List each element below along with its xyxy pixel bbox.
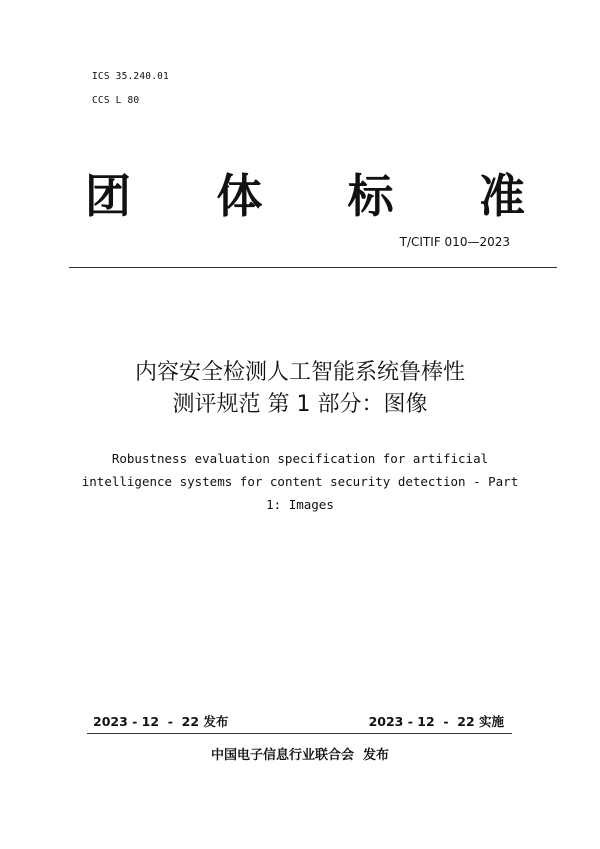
bottom-divider (87, 733, 512, 734)
english-title-line: Robustness evaluation specification for artificial (111, 451, 489, 466)
top-divider (69, 267, 557, 268)
chinese-title (0, 357, 600, 421)
ics-code: ICS 35.240.01 (92, 71, 169, 82)
document-type-title (85, 163, 525, 223)
english-title-line: intelligence systems for content security detection - Part (81, 474, 519, 489)
release-date: 2023 - 12 - 22 发布 (93, 714, 229, 729)
document-type-char: 体 (216, 169, 263, 223)
english-title-line: 1: Images (266, 497, 334, 512)
document-type-char: 准 (478, 169, 525, 223)
chinese-title-line: 测评规范 第 1 部分：图像 (172, 392, 428, 417)
standard-number: T/CITIF 010—2023 (399, 235, 510, 249)
document-type-char: 标 (347, 169, 394, 223)
document-type-char: 团 (85, 169, 131, 223)
ccs-code: CCS L 80 (92, 95, 140, 106)
publisher: 中国电子信息行业联合会 发布 (210, 748, 390, 763)
chinese-title-line: 内容安全检测人工智能系统鲁棒性 (134, 360, 465, 385)
implementation-date: 2023 - 12 - 22 实施 (368, 714, 504, 729)
english-title (0, 447, 600, 516)
